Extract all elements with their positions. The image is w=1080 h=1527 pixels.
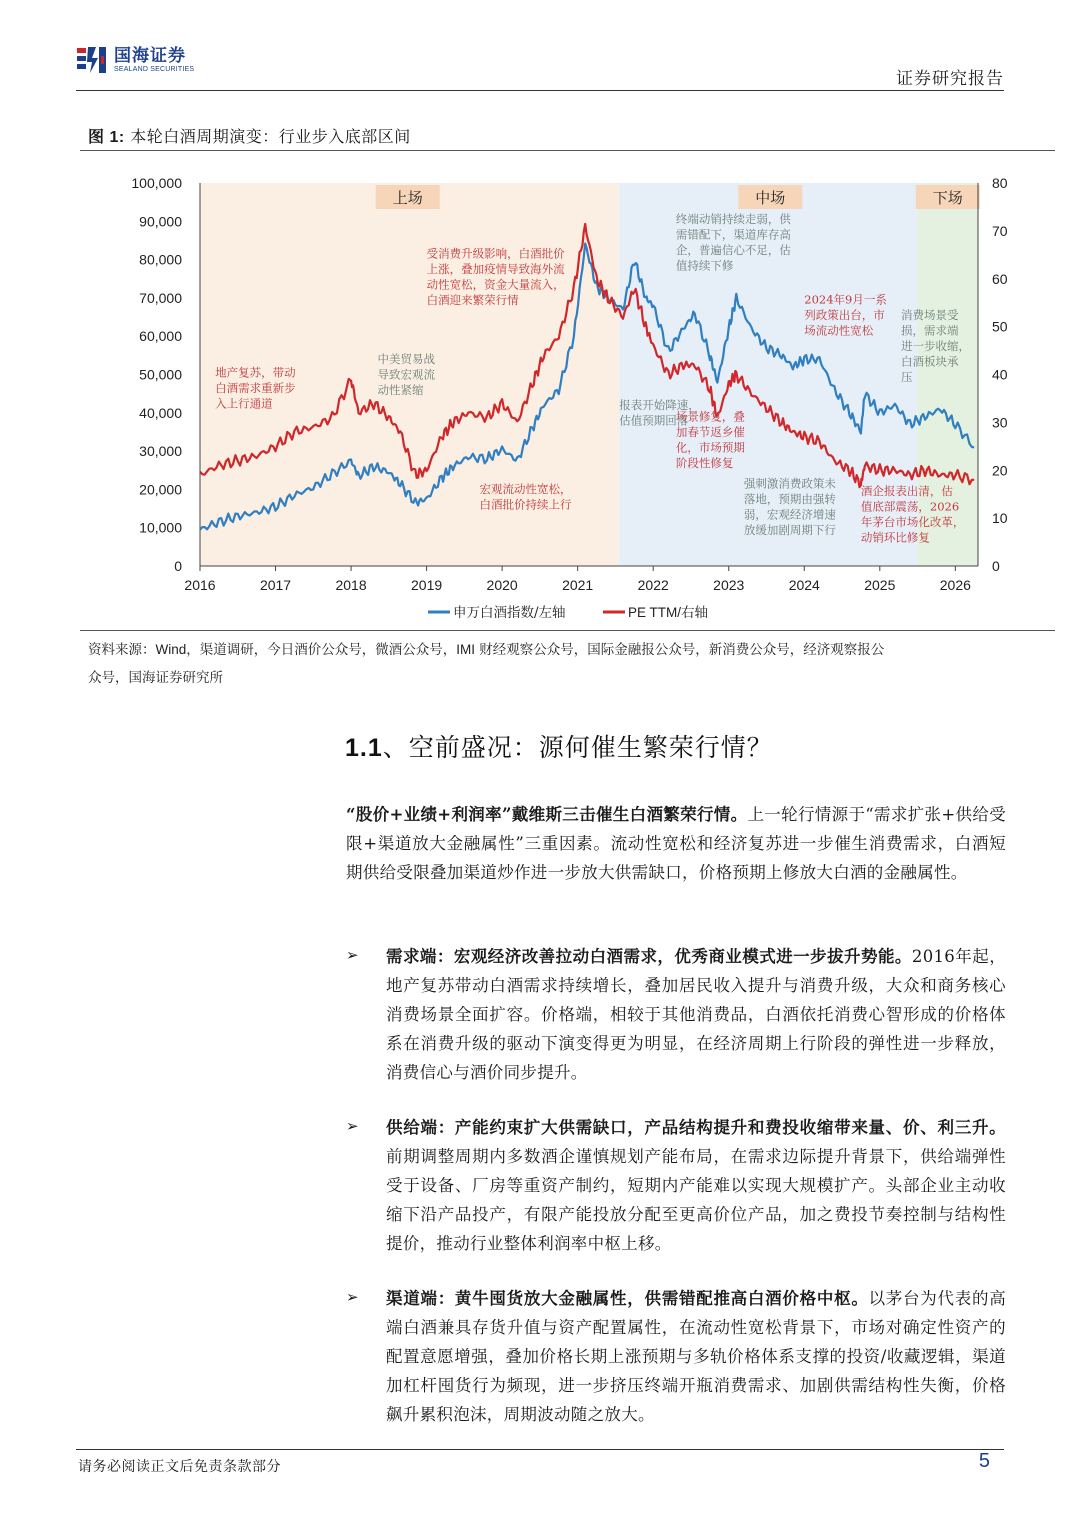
- footer-divider: [76, 1449, 1004, 1450]
- bullet-arrow-icon: ➢: [346, 946, 359, 964]
- chart-annotation: 酒企报表出清，估: [860, 484, 953, 499]
- right-tick-label: 80: [992, 175, 1008, 191]
- x-tick-label: 2019: [411, 577, 443, 593]
- bullet-demand: [386, 942, 1006, 1087]
- chart-annotation: 强刺激消费政策未: [743, 476, 836, 491]
- left-tick-label: 10,000: [139, 519, 182, 536]
- section-title: 、空前盛况：源何催生繁荣行情？: [382, 733, 773, 762]
- source-imi: IMI: [456, 642, 476, 657]
- x-tick-label: 2025: [864, 577, 896, 593]
- x-tick-label: 2022: [637, 577, 669, 593]
- left-tick-label: 20,000: [139, 481, 182, 498]
- x-tick-label: 2023: [713, 577, 745, 593]
- disclaimer-note: 请务必阅读正文后免责条款部分: [78, 1459, 281, 1475]
- chart-annotation: 企，普遍信心不足，估: [675, 243, 791, 258]
- chart-annotation: 动性紧缩: [377, 383, 424, 398]
- chart-annotation: 2024年9月一系: [804, 292, 887, 307]
- chart-annotation: 列政策出台，市: [804, 308, 885, 323]
- chart-annotation: 值底部震荡，2026: [860, 499, 960, 514]
- chart-annotation: 报表开始降速，: [619, 397, 700, 412]
- chart-annotation: 白酒迎来繁荣行情: [426, 293, 519, 308]
- section-heading: [345, 728, 773, 764]
- bullet-demand-bold: 需求端：宏观经济改善拉动白酒需求，优秀商业模式进一步拔升势能。: [386, 947, 912, 966]
- bullet-supply-bold: 供给端：产能约束扩大供需缺口，产品结构提升和费投收缩带来量、价、利三升。: [386, 1118, 1006, 1137]
- chart-annotation: 弱，宏观经济增速: [743, 507, 836, 522]
- legend-label-baijiu-index: 申万白酒指数/左轴: [453, 605, 566, 621]
- x-tick-label: 2024: [788, 577, 820, 593]
- chart-annotation: 压: [900, 369, 913, 384]
- sealand-logo-icon: [76, 44, 108, 76]
- source-wind: Wind: [155, 642, 187, 657]
- chart-annotation: 落地，预期由强转: [743, 491, 836, 506]
- chart-annotation: 地产复苏，带动: [215, 365, 296, 380]
- baijiu-cycle-chart: [80, 160, 1055, 630]
- figure-label: 图 1:: [88, 129, 125, 146]
- x-tick-label: 2018: [335, 577, 367, 593]
- right-tick-label: 20: [992, 462, 1008, 479]
- chart-annotation: 进一步收缩，: [900, 338, 970, 353]
- x-tick-label: 2026: [939, 577, 971, 593]
- left-tick-label: 90,000: [139, 213, 182, 230]
- chart-annotation: 受消费升级影响，白酒批价: [426, 246, 565, 261]
- bullet-supply: [386, 1113, 1006, 1258]
- figure-source: [88, 636, 1048, 692]
- right-tick-label: 0: [992, 558, 1000, 574]
- chart-annotation: 白酒板块承: [900, 354, 959, 369]
- chart-annotation: 导致宏观流: [377, 367, 436, 382]
- source-line-2: 众号，国海证券研究所: [88, 670, 223, 686]
- chart-annotation: 宏观流动性宽松，: [479, 482, 572, 497]
- chart-annotation: 白酒批价持续上行: [479, 497, 572, 512]
- chart-annotation: 加春节返乡催: [675, 424, 745, 439]
- right-tick-label: 70: [992, 222, 1008, 239]
- intro-bold: “股价+业绩+利润率”戴维斯三击催生白酒繁荣行情。: [346, 805, 748, 824]
- chart-annotation: 损，需求端: [900, 323, 959, 338]
- right-tick-label: 40: [992, 366, 1008, 383]
- bullet-arrow-icon: ➢: [346, 1117, 359, 1135]
- left-tick-label: 50,000: [139, 366, 182, 383]
- right-tick-label: 10: [992, 510, 1008, 527]
- bullet-channel: [386, 1284, 1006, 1429]
- intro-text: 上一轮行情源于“需求扩张+供给受限+渠道放大金融属性”三重因素。流动性宽松和经济复苏进一步催生消费需求，白酒短期供给受限叠加渠道炒作进一步放大供需缺口，价格预期上修放大白酒的金融属性。: [346, 805, 1007, 882]
- legend-label-pe-ttm: PE TTM/右轴: [628, 605, 709, 620]
- left-tick-label: 30,000: [139, 443, 182, 460]
- x-tick-label: 2021: [562, 577, 594, 593]
- figure-title: [88, 124, 411, 147]
- chart-annotation: 中美贸易战: [377, 352, 436, 367]
- left-tick-label: 80,000: [139, 251, 182, 268]
- section-number: 1.1: [345, 734, 383, 762]
- phase-label: 下场: [932, 189, 963, 207]
- chart-annotation: 动性宽松，资金大量流入，: [426, 277, 565, 292]
- chart-annotation: 放缓加剧周期下行: [743, 522, 836, 537]
- left-tick-label: 0: [174, 558, 182, 574]
- chart-annotation: 化，市场预期: [675, 440, 745, 455]
- source-line-1: [88, 636, 1048, 664]
- header-divider: [76, 90, 1004, 91]
- left-tick-label: 100,000: [131, 175, 182, 191]
- chart-annotation: 年茅台市场化改革，: [860, 515, 965, 530]
- figure-title-text: 本轮白酒周期演变：行业步入底部区间: [130, 127, 411, 146]
- chart-annotation: 场景修复，叠: [675, 409, 745, 424]
- chart-annotation: 上涨，叠加疫情导致海外流: [426, 262, 565, 277]
- phase-label: 中场: [755, 189, 786, 207]
- left-tick-label: 70,000: [139, 289, 182, 306]
- logo-chinese-name: 国海证券: [114, 45, 186, 66]
- phase-label: 上场: [392, 189, 423, 207]
- figure-top-rule: [80, 150, 1055, 151]
- chart-annotation: 估值预期回落: [619, 413, 689, 428]
- report-type-label: 证券研究报告: [896, 69, 1004, 89]
- chart-annotation: 阶段性修复: [675, 455, 734, 470]
- left-tick-label: 60,000: [139, 328, 182, 345]
- company-logo: [76, 44, 194, 76]
- page-header: [76, 40, 1004, 92]
- chart-annotation: 动销环比修复: [860, 530, 930, 545]
- intro-paragraph: [346, 800, 1006, 887]
- x-tick-label: 2016: [184, 577, 216, 593]
- bullet-channel-bold: 渠道端：黄牛囤货放大金融属性，供需错配推高白酒价格中枢。: [386, 1289, 869, 1308]
- chart-annotation: 值持续下修: [675, 258, 734, 273]
- x-tick-label: 2020: [486, 577, 518, 593]
- right-tick-label: 50: [992, 318, 1008, 335]
- chart-annotation: 白酒需求重新步: [215, 380, 296, 395]
- source-mid: ，渠道调研，今日酒价公众号，微酒公众号，: [186, 642, 457, 658]
- right-tick-label: 60: [992, 270, 1008, 287]
- right-tick-label: 30: [992, 414, 1008, 431]
- chart-annotation: 需错配下，渠道库存高: [675, 227, 791, 242]
- bullet-supply-text: 前期调整周期内多数酒企谨慎规划产能布局，在需求边际提升背景下，供给端弹性受于设备、厂房等重资产制约，短期内产能难以实现大规模扩产。头部企业主动收缩下沿产品投产，有限产能投放分配至更高价位产品，加之费投节奏控制与结构性提价，推动行业整体利润率中枢上移。: [386, 1147, 1006, 1253]
- figure-bottom-rule: [80, 630, 1055, 631]
- left-tick-label: 40,000: [139, 404, 182, 421]
- bullet-arrow-icon: ➢: [346, 1288, 359, 1306]
- source-post: 财经观察公众号，国际金融报公众号，新消费公众号，经济观察报公: [475, 642, 885, 658]
- bullet-channel-text: 以茅台为代表的高端白酒兼具存货升值与资产配置属性，在流动性宽松背景下，市场对确定性资产的配置意愿增强，叠加价格长期上涨预期与多轨价格体系支撑的投资/收藏逻辑，渠道加杠杆囤货行为频现，进一步挤压终端开瓶消费需求、加剧供需结构性失衡，价格飙升累积泡沫，周期波动随之放大。: [386, 1289, 1007, 1424]
- chart-annotation: 终端动销持续走弱，供: [675, 212, 791, 227]
- source-label: 资料来源：: [88, 642, 156, 658]
- page-number: 5: [978, 1450, 990, 1472]
- x-tick-label: 2017: [259, 577, 292, 593]
- chart-annotation: 场流动性宽松: [804, 323, 874, 338]
- chart-annotation: 入上行通道: [215, 396, 273, 411]
- logo-english-name: SEALAND SECURITIES: [114, 65, 195, 73]
- bullet-demand-text: 2016年起，地产复苏带动白酒需求持续增长，叠加居民收入提升与消费升级，大众和商务核心消费场景全面扩容。价格端，相较于其他消费品，白酒依托消费心智形成的价格体系在消费升级的驱动下演变得更为明显，在经济周期上行阶段的弹性进一步释放，消费信心与酒价同步提升。: [386, 947, 1006, 1082]
- chart-annotation: 消费场景受: [900, 307, 959, 322]
